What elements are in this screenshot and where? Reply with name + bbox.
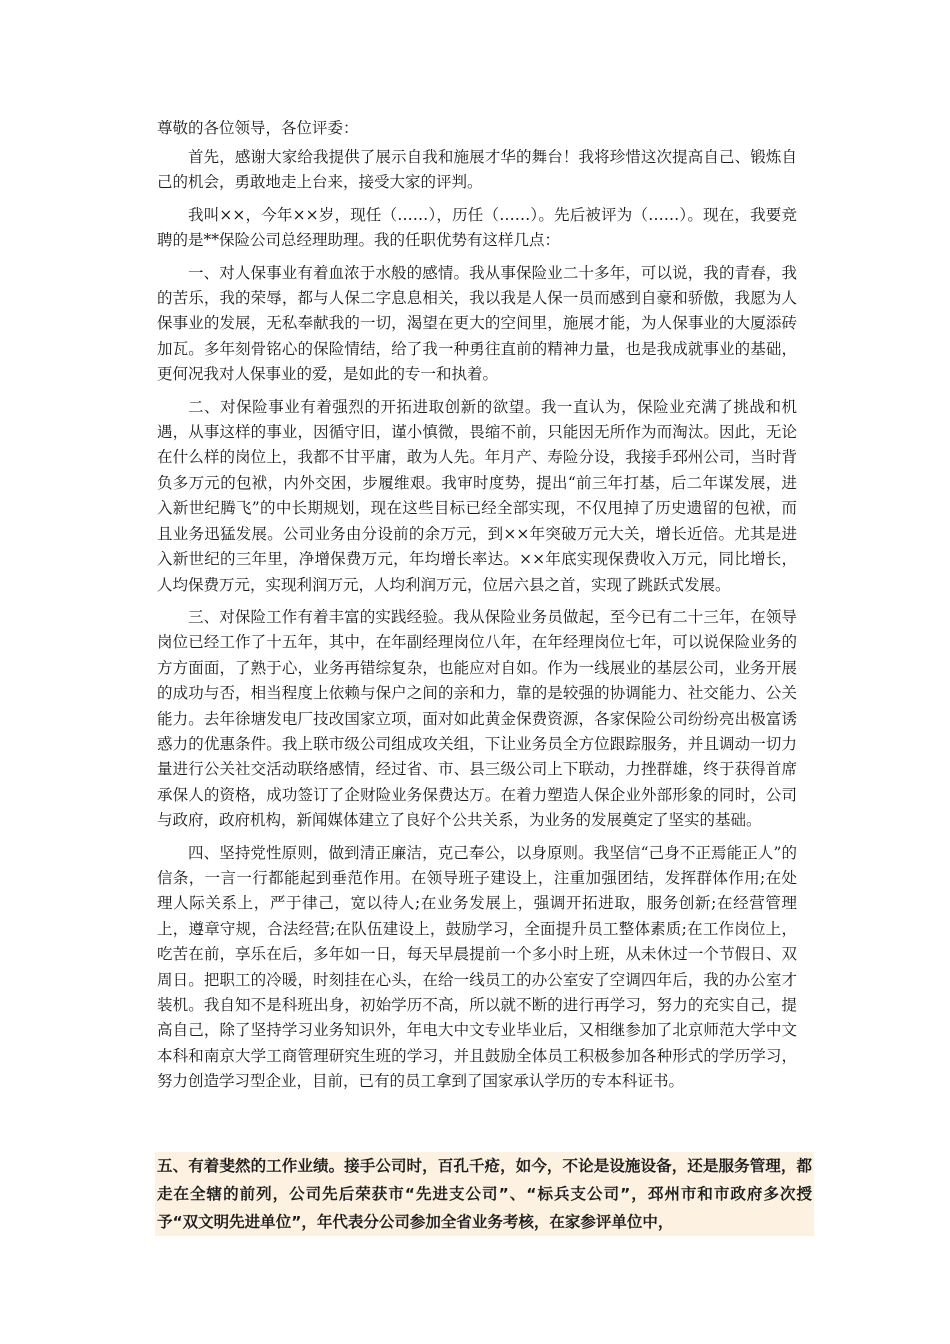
- paragraph-self-introduction: 我叫××，今年××岁，现任（……），历任（……）。先后被评为（……）。现在，我要竞聘的是**保险公司总经理助理。我的任职优势有这样几点：: [157, 205, 797, 250]
- paragraph-point-five: 五、有着斐然的工作业绩。接手公司时，百孔千疮，如今，不论是设施设备，还是服务管理，都走在全辖的前列，公司先后荣获市“先进支公司”、“标兵支公司”，邳州市和市政府多次授予“双文明先进单位”，年代表分公司参加全省业务考核，在家参评单位中，: [157, 1157, 812, 1231]
- paragraph-point-three: 三、对保险工作有着丰富的实践经验。我从保险业务员做起，至今已有二十三年，在领导岗位已经工作了十五年，其中，在年副经理岗位八年，在年经理岗位七年，可以说保险业务的方方面面，了熟于心，业务再错综复杂，也能应对自如。作为一线展业的基层公司，业务开展的成功与否，相当程度上依赖与保户之间的亲和力，靠的是较强的协调能力、社交能力、公关能力。去年徐塘发电厂技改国家立项，面对如此黄金保费资源，各家保险公司纷纷亮出极富诱惑力的优惠条件。我上联市级公司组成攻关组，下让业务员全方位跟踪服务，并且调动一切力量进行公关社交活动联络感情，经过省、市、县三级公司上下联动，力挫群雄，终于获得首席承保人的资格，成功签订了企财险业务保费达万。在着力塑造人保企业外部形象的同时，公司与政府，政府机构，新闻媒体建立了良好个公共关系，为业务的发展奠定了坚实的基础。: [157, 607, 797, 830]
- paragraph-point-four: 四、坚持党性原则，做到清正廉洁，克己奉公，以身原则。我坚信“己身不正焉能正人”的信条，一言一行都能起到垂范作用。在领导班子建设上，注重加强团结，发挥群体作用;在处理人际关系上，严于律己，宽以待人;在业务发展上，强调开拓进取，服务创新;在经营管理上，遵章守规，合法经营;在队伍建设上，鼓励学习，全面提升员工整体素质;在工作岗位上，吃苦在前，享乐在后，多年如一日，每天早晨提前一个多小时上班，从未休过一个节假日、双周日。把职工的冷暖，时刻挂在心头，在给一线员工的办公室安了空调四年后，我的办公室才装机。我自知不是科班出身，初始学历不高，所以就不断的进行再学习，努力的充实自己，提高自己，除了坚持学习业务知识外，年电大中文专业毕业后，又相继参加了北京师范大学中文本科和南京大学工商管理研究生班的学习，并且鼓励全体员工积极参加各种形式的学历学习，努力创造学习型企业，目前，已有的员工拿到了国家承认学历的专本科证书。: [157, 843, 797, 1091]
- paragraph-point-two: 二、对保险事业有着强烈的开拓进取创新的欲望。我一直认为，保险业充满了挑战和机遇，从事这样的事业，因循守旧，谨小慎微，畏缩不前，只能因无所作为而淘汰。因此，无论在什么样的岗位上，我都不甘平庸，敢为人先。年月产、寿险分设，我接手邳州公司，当时背负多万元的包袱，内外交困，步履维艰。我审时度势，提出“前三年打基，后二年谋发展，进入新世纪腾飞”的中长期规划，现在这些目标已经全部实现，不仅甩掉了历史遗留的包袱，而且业务迅猛发展。公司业务由分设前的余万元，到××年突破万元大关，增长近倍。尤其是进入新世纪的三年里，净增保费万元，年均增长率达。××年底实现保费收入万元，同比增长，人均保费万元，实现利润万元，人均利润万元，位居六县之首，实现了跳跃式发展。: [157, 397, 797, 594]
- paragraph-point-one: 一、对人保事业有着血浓于水般的感情。我从事保险业二十多年，可以说，我的青春，我的苦乐，我的荣辱，都与人保二字息息相关，我以我是人保一员而感到自豪和骄傲，我愿为人保事业的发展，无私奉献我的一切，渴望在更大的空间里，施展才能，为人保事业的大厦添砖加瓦。多年刻骨铭心的保险情结，给了我一种勇往直前的精神力量，也是我成就事业的基础，更何况我对人保事业的爱，是如此的专一和执着。: [157, 263, 797, 384]
- paragraph-intro: 首先，感谢大家给我提供了展示自我和施展才华的舞台！我将珍惜这次提高自己、锻炼自己的机会，勇敢地走上台来，接受大家的评判。: [157, 148, 797, 192]
- highlighted-paragraph-block: [155, 1152, 814, 1236]
- salutation: 尊敬的各位领导，各位评委：: [157, 119, 359, 137]
- document-body: [157, 145, 797, 1102]
